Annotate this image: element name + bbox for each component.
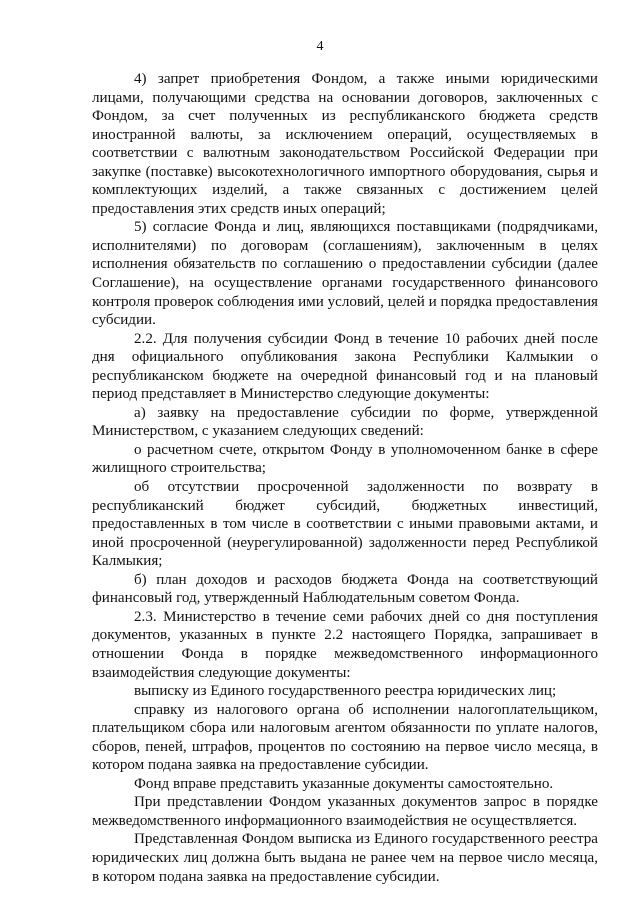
paragraph-2-3: 2.3. Министерство в течение семи рабочих дней со дня поступления документов, указанных в пункте 2.2 настоящего Порядка, запрашивает в отношении Фонда в порядке межведомственного информационного взаимодействия следующие документы: [92, 608, 598, 681]
paragraph-registry-extract: выписку из Единого государственного реестра юридических лиц; [134, 683, 557, 700]
page-number: 4 [316, 39, 324, 54]
paragraph-extract-date: Представленная Фондом выписка из Единого государственного реестра юридических лиц должна быть выдана не ранее чем на первое число месяца, в котором подана заявка на предоставление субсидии. [92, 831, 598, 885]
paragraph-item-4: 4) запрет приобретения Фондом, а также иными юридическими лицами, получающими средства на основании договоров, заключенных с Фондом, за счет полученных из республиканского бюджета средств иностранной валюты, за исключением операций, осуществляемых в соответствии с валютным законодательством Российской Федерации при закупке (поставке) высокотехнологичного импортного оборудования, сырья и комплектующих изделий, а также связанных с достижением целей предоставления этих средств иных операций; [92, 71, 598, 217]
paragraph-bank-account: о расчетном счете, открытом Фонду в уполномоченном банке в сфере жилищного строительства; [92, 441, 598, 477]
paragraph-2-2: 2.2. Для получения субсидии Фонд в течение 10 рабочих дней после дня официального опубликования закона Республики Калмыкии о республиканском бюджете на очередной финансовый год и на плановый период представляет в Министерство следующие документы: [92, 330, 598, 403]
paragraph-2-2-b: б) план доходов и расходов бюджета Фонда на соответствующий финансовый год, утвержденный Наблюдательным советом Фонда. [92, 571, 598, 607]
paragraph-no-request: При представлении Фондом указанных документов запрос в порядке межведомственного информационного взаимодействия не осуществляется. [92, 794, 598, 829]
paragraph-item-5: 5) согласие Фонда и лиц, являющихся поставщиками (подрядчиками, исполнителями) по договорам (соглашениям), заключенным в целях исполнения обязательств по соглашению о предоставлении субсидии (далее Соглашение), на осуществление органами государственного финансового контроля проверок соблюдения ими условий, целей и порядка предоставления субсидии. [92, 219, 598, 329]
paragraph-tax-certificate: справку из налогового органа об исполнении налогоплательщиком, плательщиком сбора или налоговым агентом обязанности по уплате налогов, сборов, пеней, штрафов, процентов по состоянию на первое число месяца, в котором подана заявка на предоставление субсидии. [92, 701, 598, 774]
paragraph-self-submission: Фонд вправе представить указанные документы самостоятельно. [134, 775, 554, 792]
paragraph-no-debt: об отсутствии просроченной задолженности по возврату в республиканский бюджет субсидий, бюджетных инвестиций, предоставленных в том числе в соответствии с иными правовыми актами, и иной просроченной (неурегулированной) задолженности перед Республикой Калмыкия; [92, 479, 598, 570]
document-body [92, 70, 598, 886]
paragraph-2-2-a: а) заявку на предоставление субсидии по форме, утвержденной Министерством, с указанием следующих сведений: [92, 404, 598, 440]
